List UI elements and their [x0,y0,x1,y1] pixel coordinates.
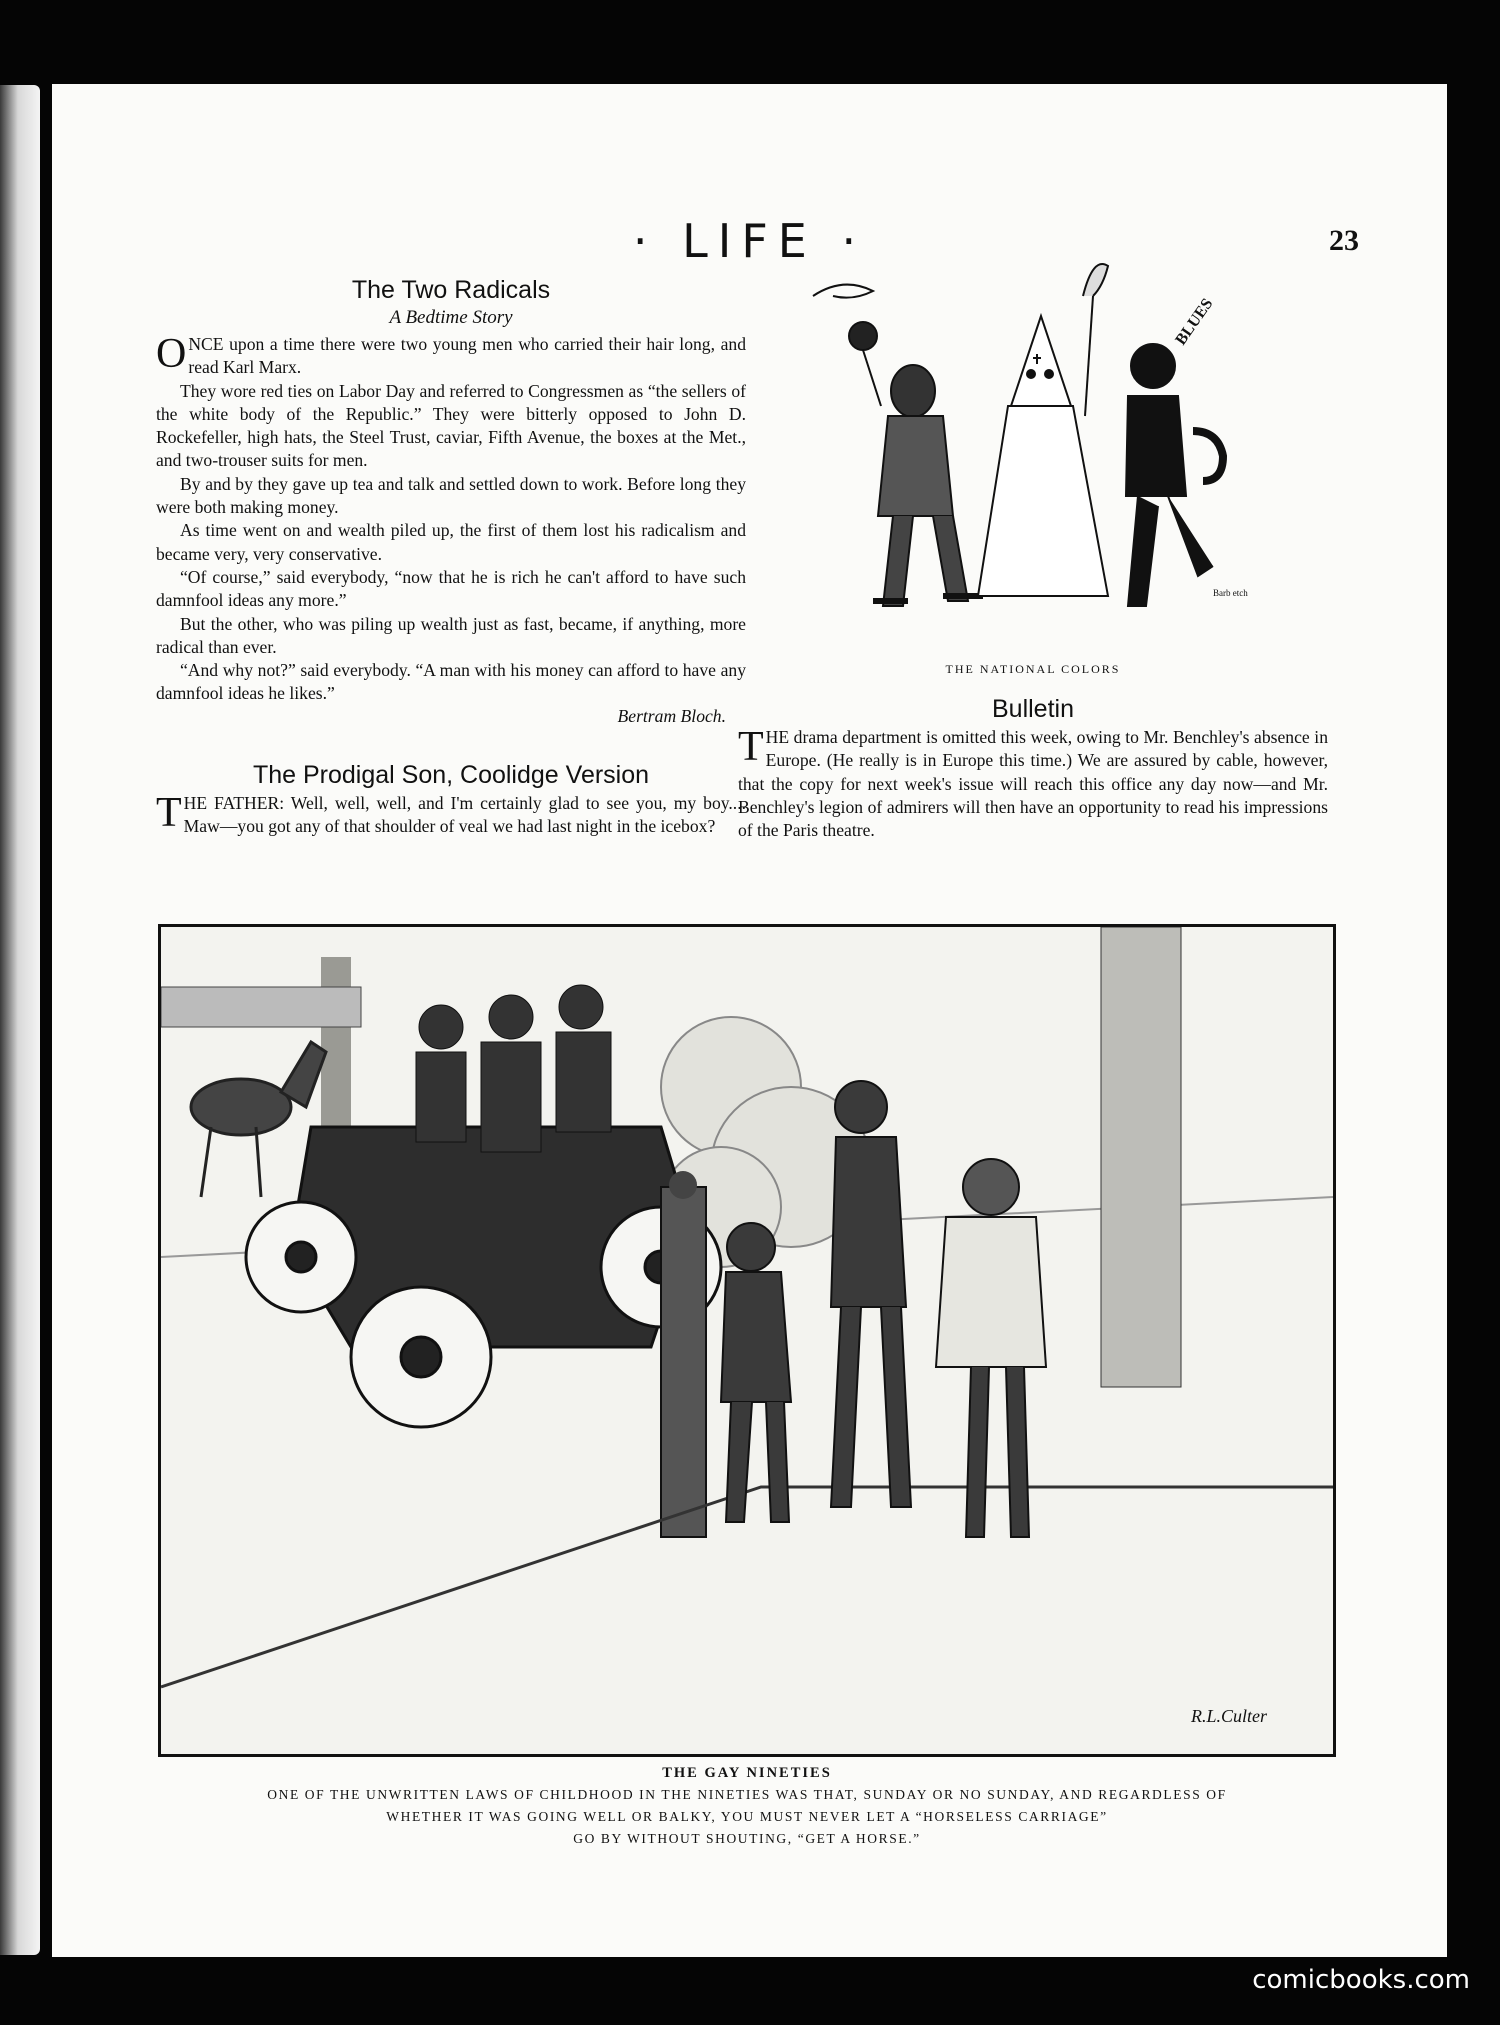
hooded-figure [978,264,1108,596]
site-watermark: comicbooks.com [1252,1965,1470,1995]
caption-line: GO BY WITHOUT SHOUTING, “GET A HORSE.” [573,1831,921,1846]
masthead: · LIFE · [632,214,867,268]
hitching-post [661,1187,706,1537]
anarchist-figure [813,285,983,606]
paragraph: They wore red ties on Labor Day and referred to Congressmen as “the sellers of the white body of the Republic.” They were bitterly opposed to John D. Rockefeller, high hats, the Steel Trust, caviar, Fifth Avenue, the boxes at the Met., and two-trouser suits for men. [156,380,746,471]
left-column [156,276,746,838]
paragraph: But the other, who was piling up wealth just as fast, became, if anything, more radical than ever. [156,613,746,657]
paragraph: By and by they gave up tea and talk and settled down to work. Before long they were both making money. [156,473,746,518]
paragraph-text: NCE upon a time there were two young men who carried their hair long, and read Karl Marx. [188,334,746,378]
gay-nineties-illustration [158,924,1336,1757]
page-number: 23 [1329,224,1359,257]
saxophone-player-figure [1126,344,1223,606]
passengers [416,985,611,1152]
illustration-caption [152,1762,1342,1850]
author-byline: Bertram Bloch. [617,705,726,726]
drop-cap: O [156,331,187,377]
article-bulletin [738,695,1328,842]
caption-line: WHETHER IT WAS GOING WELL OR BALKY, YOU MUST NEVER LET A “HORSELESS CARRIAGE” [386,1809,1108,1824]
cartoon-image [793,256,1273,656]
article-title: Bulletin [992,695,1074,723]
right-column [738,256,1328,842]
article-prodigal-son [156,761,746,839]
paragraph: As time went on and wealth piled up, the first of them lost his radicalism and became very, very conservative. [156,520,746,564]
cartoon-artist-mark: Barb etch [1213,588,1248,598]
drop-cap: T [738,724,764,770]
caption-title: THE GAY NINETIES [662,1765,832,1781]
paragraph-text: HE drama department is omitted this week, owing to Mr. Benchley's absence in Europe. (He really is in Europe this time.) We are assured by cable, however, that the copy for next week's issue will reach this office any day now—and Mr. Benchley's legion of admirers will then have an opportunity to read his impressions of the Paris theatre. [738,727,1328,841]
horseless-carriage-drawing [161,927,1333,1754]
adjacent-page-edge [0,85,40,1955]
cartoon-sign-text: BLUES [1172,295,1217,349]
cartoon-national-colors [738,256,1328,677]
article-title: The Two Radicals [351,276,551,304]
article-two-radicals [156,276,746,727]
illustration-signature: R.L.Culter [1191,1706,1268,1726]
three-figures-drawing [793,256,1273,656]
paragraph [738,726,1328,842]
paragraph [156,789,746,839]
article-subtitle: A Bedtime Story [389,307,513,328]
paragraph: “And why not?” said everybody. “A man with his money can afford to have any damnfool ideas he likes.” [156,660,746,704]
article-title: The Prodigal Son, Coolidge Version [252,760,650,789]
cartoon-caption: THE NATIONAL COLORS [945,662,1121,676]
magazine-page [52,84,1447,1957]
paragraph [156,333,746,380]
caption-line: ONE OF THE UNWRITTEN LAWS OF CHILDHOOD IN THE NINETIES WAS THAT, SUNDAY OR NO SUNDAY, AND REGARDLESS OF [267,1787,1227,1802]
paragraph: “Of course,” said everybody, “now that he is rich he can't afford to have such damnfool ideas any more.” [156,566,746,611]
drop-cap: T [156,789,182,836]
paragraph-text: HE FATHER: Well, well, well, and I'm certainly glad to see you, my boy.... Maw—you got any of that shoulder of veal we had last night in the icebox? [183,792,746,837]
